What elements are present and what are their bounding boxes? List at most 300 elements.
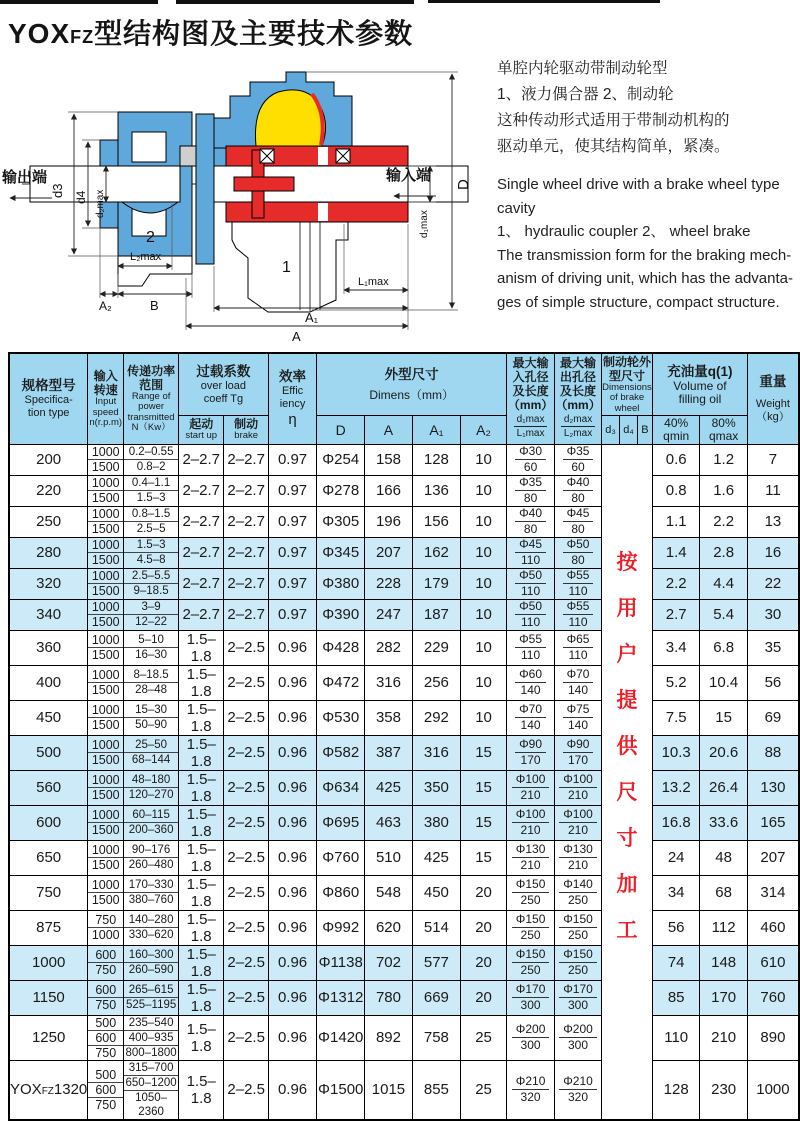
cell-start: 1.5–1.8 (178, 665, 224, 700)
table-row (9, 735, 799, 770)
cell-efficiency: 0.96 (268, 875, 316, 910)
cell-d2max: $\frac{\Phi 210}{320}$ (555, 1060, 602, 1120)
cell-efficiency: 0.96 (268, 665, 316, 700)
cell-q80: 2.2 (700, 506, 747, 537)
cell-A: 387 (365, 735, 413, 770)
cell-spec: 500 (9, 735, 88, 770)
cell-spec: 220 (9, 475, 88, 506)
cell-brake: 2–2.7 (224, 537, 268, 568)
cell-spec: 360 (9, 630, 88, 665)
cell-q80: 1.6 (700, 475, 747, 506)
desc-en-line: anism of driving unit, which has the advanta- (497, 270, 793, 287)
cell-spec: 320 (9, 568, 88, 599)
cell-A2: 25 (461, 1060, 507, 1120)
cell-q40: 3.4 (652, 630, 699, 665)
cell-efficiency: 0.96 (268, 735, 316, 770)
title-suffix: 型结构图及主要技术参数 (94, 18, 414, 49)
cell-weight: 22 (747, 568, 799, 599)
spacer-block (180, 146, 196, 166)
cell-power: 265–615 525–1195 (124, 980, 179, 1015)
cell-D: Φ1312 (317, 980, 365, 1015)
cell-A2: 15 (461, 735, 507, 770)
cell-weight: 7 (747, 444, 799, 475)
cell-A2: 20 (461, 875, 507, 910)
cell-D: Φ1500 (317, 1060, 365, 1120)
cell-q80: 148 (700, 945, 747, 980)
cell-A: 358 (365, 700, 413, 735)
page-title (8, 12, 413, 52)
cell-weight: 314 (747, 875, 799, 910)
cell-d2max: $\frac{\Phi 50}{80}$ (555, 537, 602, 568)
cell-spec: 750 (9, 875, 88, 910)
col-header-startup: 起动 start up (178, 415, 224, 444)
cell-d2max: $\frac{\Phi 150}{250}$ (555, 945, 602, 980)
cell-q40: 13.2 (652, 770, 699, 805)
cell-A1: 136 (412, 475, 460, 506)
cell-power: 0.4–1.1 1.5–3 (124, 475, 179, 506)
col-header-B: B (637, 415, 652, 444)
cell-D: Φ1420 (317, 1015, 365, 1060)
cell-q80: 10.4 (700, 665, 747, 700)
cell-d2max: $\frac{\Phi 140}{250}$ (555, 875, 602, 910)
cell-A1: 855 (412, 1060, 460, 1120)
scan-artifact (428, 0, 660, 3)
cell-q40: 2.2 (652, 568, 699, 599)
cell-D: Φ634 (317, 770, 365, 805)
cell-start: 2–2.7 (178, 599, 224, 630)
cell-q80: 4.4 (700, 568, 747, 599)
cell-d1max: $\frac{\Phi 50}{110}$ (507, 599, 555, 630)
cell-brake: 2–2.5 (224, 945, 268, 980)
table-body (9, 444, 799, 1120)
cell-d2max: $\frac{\Phi 65}{110}$ (555, 630, 602, 665)
cell-weight: 207 (747, 840, 799, 875)
cell-q40: 128 (652, 1060, 699, 1120)
cell-start: 1.5–1.8 (178, 875, 224, 910)
cell-D: Φ254 (317, 444, 365, 475)
table-row (9, 475, 799, 506)
cell-A: 702 (365, 945, 413, 980)
table-row (9, 840, 799, 875)
cell-d2max: $\frac{\Phi 150}{250}$ (555, 910, 602, 945)
col-header-q80: 80% qmax (700, 415, 747, 444)
cell-speed: 1000 1500 (88, 599, 124, 630)
desc-zh-line: 这种传动形式适用于带制动机构的 (497, 112, 730, 129)
cell-A: 207 (365, 537, 413, 568)
cell-d1max: $\frac{\Phi 50}{110}$ (507, 568, 555, 599)
cell-A: 425 (365, 770, 413, 805)
cell-D: Φ472 (317, 665, 365, 700)
cell-d1max: $\frac{\Phi 200}{300}$ (507, 1015, 555, 1060)
cell-A2: 20 (461, 910, 507, 945)
cell-A1: 256 (412, 665, 460, 700)
cell-A: 247 (365, 599, 413, 630)
cell-A1: 450 (412, 875, 460, 910)
cell-A1: 128 (412, 444, 460, 475)
machining-note: 按 用 户 提 供 尺 寸 加 工 (616, 550, 638, 942)
cell-efficiency: 0.96 (268, 770, 316, 805)
col-header-q40: 40% qmin (652, 415, 699, 444)
desc-en-line: The transmission form for the braking mech- (497, 246, 792, 264)
cell-speed: 1000 1500 (88, 805, 124, 840)
cell-q80: 6.8 (700, 630, 747, 665)
cell-A2: 20 (461, 945, 507, 980)
cell-d1max: $\frac{\Phi 150}{250}$ (507, 875, 555, 910)
cell-q40: 110 (652, 1015, 699, 1060)
cell-A: 510 (365, 840, 413, 875)
cell-q80: 26.4 (700, 770, 747, 805)
cell-A1: 758 (412, 1015, 460, 1060)
cell-d2max: $\frac{\Phi 70}{140}$ (555, 665, 602, 700)
cell-d1max: $\frac{\Phi 55}{110}$ (507, 630, 555, 665)
cell-start: 2–2.7 (178, 568, 224, 599)
cell-power: 160–300 260–590 (124, 945, 179, 980)
col-header-brakewheel: 制动轮外 型尺寸 Dimensions of brake wheel (602, 354, 652, 414)
cell-speed: 1000 1500 (88, 537, 124, 568)
cell-spec: 1250 (9, 1015, 88, 1060)
cell-A: 196 (365, 506, 413, 537)
title-subscript: FZ (70, 27, 95, 47)
cell-power: 90–176 260–480 (124, 840, 179, 875)
dim-label-d3: d3 (50, 183, 65, 198)
cell-speed: 1000 1500 (88, 735, 124, 770)
cell-D: Φ345 (317, 537, 365, 568)
cell-speed: 1000 1500 (88, 630, 124, 665)
part2-label: 2 (146, 229, 155, 246)
cell-brake: 2–2.7 (224, 599, 268, 630)
cell-q80: 68 (700, 875, 747, 910)
cell-efficiency: 0.96 (268, 1060, 316, 1120)
table-row (9, 665, 799, 700)
cell-A2: 10 (461, 475, 507, 506)
cell-d2max: $\frac{\Phi 170}{300}$ (555, 980, 602, 1015)
cell-efficiency: 0.97 (268, 568, 316, 599)
cell-A1: 577 (412, 945, 460, 980)
cell-efficiency: 0.97 (268, 475, 316, 506)
cell-brake: 2–2.5 (224, 770, 268, 805)
scan-artifact (0, 0, 158, 4)
cell-q40: 5.2 (652, 665, 699, 700)
cell-weight: 16 (747, 537, 799, 568)
cell-brake: 2–2.7 (224, 444, 268, 475)
cell-spec: 340 (9, 599, 88, 630)
description-block (497, 56, 797, 314)
cell-power: 0.2–0.55 0.8–2 (124, 444, 179, 475)
cell-A1: 514 (412, 910, 460, 945)
cell-spec: YOXFZ1320 (9, 1060, 88, 1120)
cell-power: 60–115 200–360 (124, 805, 179, 840)
cell-d1max: $\frac{\Phi 150}{250}$ (507, 945, 555, 980)
dim-label-d2max: d₂max (95, 189, 106, 218)
cell-q80: 48 (700, 840, 747, 875)
cell-q80: 112 (700, 910, 747, 945)
cell-efficiency: 0.96 (268, 910, 316, 945)
cell-speed: 500 600 750 (88, 1015, 124, 1060)
cell-d1max: $\frac{\Phi 70}{140}$ (507, 700, 555, 735)
cell-efficiency: 0.96 (268, 840, 316, 875)
cell-brake: 2–2.7 (224, 475, 268, 506)
cell-A1: 179 (412, 568, 460, 599)
cell-q80: 20.6 (700, 735, 747, 770)
table-row (9, 875, 799, 910)
cell-D: Φ860 (317, 875, 365, 910)
cell-q40: 1.4 (652, 537, 699, 568)
desc-zh-line: 驱动单元，使其结构简单，紧凑。 (497, 138, 730, 155)
desc-en-line: ges of simple structure, compact structure. (497, 293, 780, 311)
cell-A2: 15 (461, 805, 507, 840)
table-row (9, 700, 799, 735)
cell-speed: 600 750 (88, 980, 124, 1015)
cell-d2max: $\frac{\Phi 200}{300}$ (555, 1015, 602, 1060)
cell-spec: 560 (9, 770, 88, 805)
cell-d1max: $\frac{\Phi 40}{80}$ (507, 506, 555, 537)
cell-spec: 200 (9, 444, 88, 475)
cell-brake: 2–2.5 (224, 665, 268, 700)
cell-power: 235–540 400–935 800–1800 (125, 1016, 177, 1059)
dim-label-A2: A₂ (99, 299, 112, 313)
cell-d1max: $\frac{\Phi 100}{210}$ (507, 805, 555, 840)
cell-efficiency: 0.96 (268, 980, 316, 1015)
dim-label-A: A (292, 329, 301, 344)
cell-start: 2–2.7 (178, 506, 224, 537)
cell-q40: 74 (652, 945, 699, 980)
cell-A: 780 (365, 980, 413, 1015)
cell-A2: 15 (461, 770, 507, 805)
col-header-A: A (365, 415, 413, 444)
cell-speed: 1000 1500 (88, 700, 124, 735)
cell-start: 1.5–1.8 (178, 840, 224, 875)
cell-A2: 25 (461, 1015, 507, 1060)
cell-weight: 11 (747, 475, 799, 506)
cell-efficiency: 0.96 (268, 630, 316, 665)
cell-A1: 156 (412, 506, 460, 537)
cell-efficiency: 0.97 (268, 506, 316, 537)
table-row (9, 537, 799, 568)
cell-A: 548 (365, 875, 413, 910)
cell-weight: 610 (747, 945, 799, 980)
scan-artifact (176, 0, 414, 4)
cell-d1max: $\frac{\Phi 130}{210}$ (507, 840, 555, 875)
desc-zh-line: 单腔内轮驱动带制动轮型 (497, 60, 668, 77)
cell-d1max: $\frac{\Phi 35}{80}$ (507, 475, 555, 506)
col-header-speed: 输入 转速 Input speed n(r.p.m) (88, 353, 124, 444)
cell-speed: 1000 1500 (88, 444, 124, 475)
cell-power: 0.8–1.5 2.5–5 (124, 506, 179, 537)
cell-start: 1.5–1.8 (178, 980, 224, 1015)
col-header-overload: 过载系数 over load coeff Tg (178, 353, 268, 415)
cell-efficiency: 0.96 (268, 945, 316, 980)
cell-power: 315–700 650–1200 1050–2360 (125, 1061, 177, 1118)
dim-label-L1max: L₁max (358, 276, 389, 288)
cell-start: 1.5–1.8 (178, 770, 224, 805)
cell-speed: 500 600 750 (88, 1060, 124, 1120)
cell-A2: 10 (461, 599, 507, 630)
cell-d2max: $\frac{\Phi 45}{80}$ (555, 506, 602, 537)
cell-q80: 210 (700, 1015, 747, 1060)
machining-note-cell (602, 444, 653, 1120)
cell-weight: 890 (747, 1015, 799, 1060)
cell-weight: 69 (747, 700, 799, 735)
cell-A: 228 (365, 568, 413, 599)
cell-efficiency: 0.97 (268, 599, 316, 630)
cell-speed: 1000 1500 (88, 665, 124, 700)
table-row (9, 506, 799, 537)
col-header-volume: 充油量q(1) Volume of filling oil (652, 353, 747, 415)
cell-q80: 1.2 (700, 444, 747, 475)
table-row (9, 910, 799, 945)
cell-q80: 33.6 (700, 805, 747, 840)
cell-A2: 10 (461, 665, 507, 700)
cell-efficiency: 0.96 (268, 1015, 316, 1060)
dim-label-D: D (455, 179, 472, 190)
cell-power: 140–280 330–620 (124, 910, 179, 945)
table-row (9, 568, 799, 599)
col-header-spec: 规格型号 Specifica- tion type (9, 353, 88, 444)
cell-D: Φ380 (317, 568, 365, 599)
col-header-d4: d₄ (620, 415, 638, 444)
cell-A1: 292 (412, 700, 460, 735)
connecting-plate (196, 114, 214, 264)
table-row (9, 444, 799, 475)
cell-brake: 2–2.5 (224, 735, 268, 770)
cell-D: Φ582 (317, 735, 365, 770)
cell-d1max: $\frac{\Phi 210}{320}$ (507, 1060, 555, 1120)
table-row (9, 1015, 799, 1060)
desc-zh-line: 1、液力偶合器 2、制动轮 (497, 86, 674, 103)
col-header-efficiency: 效率 Effic iency η (268, 353, 316, 444)
table-row (9, 630, 799, 665)
cell-start: 1.5–1.8 (178, 910, 224, 945)
cell-q40: 16.8 (652, 805, 699, 840)
spec-table (8, 352, 800, 1121)
cell-weight: 35 (747, 630, 799, 665)
cell-D: Φ278 (317, 475, 365, 506)
cell-A2: 10 (461, 506, 507, 537)
cell-d1max: $\frac{\Phi 90}{170}$ (507, 735, 555, 770)
cell-A: 463 (365, 805, 413, 840)
cell-q40: 7.5 (652, 700, 699, 735)
cell-start: 2–2.7 (178, 475, 224, 506)
cell-efficiency: 0.96 (268, 805, 316, 840)
cell-A1: 162 (412, 537, 460, 568)
cell-d2max: $\frac{\Phi 75}{140}$ (555, 700, 602, 735)
cell-start: 1.5–1.8 (178, 630, 224, 665)
table-row (9, 1060, 799, 1120)
table-row (9, 805, 799, 840)
cell-weight: 130 (747, 770, 799, 805)
cell-power: 5–10 16–30 (124, 630, 179, 665)
cell-A2: 10 (461, 444, 507, 475)
title-prefix: YOX (8, 18, 71, 49)
cell-start: 1.5–1.8 (178, 945, 224, 980)
input-end-label: 输入端 (386, 167, 432, 184)
cell-A1: 229 (412, 630, 460, 665)
cell-A: 166 (365, 475, 413, 506)
cell-speed: 1000 1500 (88, 506, 124, 537)
cell-A: 158 (365, 444, 413, 475)
cell-speed: 1000 1500 (88, 840, 124, 875)
cell-power: 25–50 68–144 (124, 735, 179, 770)
cell-brake: 2–2.5 (224, 980, 268, 1015)
cell-A1: 187 (412, 599, 460, 630)
cell-q40: 34 (652, 875, 699, 910)
cell-d1max: $\frac{\Phi 170}{300}$ (507, 980, 555, 1015)
desc-en-line: cavity (497, 199, 536, 217)
cell-q40: 10.3 (652, 735, 699, 770)
col-header-D: D (317, 415, 365, 444)
desc-en-line: Single wheel drive with a brake wheel type (497, 176, 780, 193)
cell-brake: 2–2.7 (224, 568, 268, 599)
col-header-d1max: 最大输 入孔径 及长度 （mm） $\frac{\text{d₁max}}{\text{L₁max}}$ (507, 353, 555, 444)
cell-d1max: $\frac{\Phi 45}{110}$ (507, 537, 555, 568)
col-header-d3: d₃ (602, 415, 620, 444)
cell-weight: 1000 (747, 1060, 799, 1120)
cell-q40: 0.8 (652, 475, 699, 506)
table-row (9, 945, 799, 980)
dim-label-d4: d4 (74, 190, 88, 204)
cell-A2: 15 (461, 840, 507, 875)
cell-start: 1.5–1.8 (178, 700, 224, 735)
desc-en-line: 1、 hydraulic coupler 2、 wheel brake (497, 223, 751, 240)
cell-weight: 56 (747, 665, 799, 700)
cell-A2: 20 (461, 980, 507, 1015)
cell-q40: 2.7 (652, 599, 699, 630)
cell-q80: 5.4 (700, 599, 747, 630)
dim-label-A1: A₁ (305, 310, 319, 325)
cell-speed: 1000 1500 (88, 770, 124, 805)
cell-speed: 1000 1500 (88, 875, 124, 910)
cell-A2: 10 (461, 537, 507, 568)
cell-brake: 2–2.5 (224, 805, 268, 840)
cell-q80: 2.8 (700, 537, 747, 568)
cell-q40: 0.6 (652, 444, 699, 475)
col-header-dimensions: 外型尺寸 Dimens（mm） (317, 353, 507, 415)
cell-brake: 2–2.7 (224, 506, 268, 537)
cell-brake: 2–2.5 (224, 1015, 268, 1060)
cell-start: 1.5–1.8 (178, 1060, 224, 1120)
cell-A: 1015 (365, 1060, 413, 1120)
cell-brake: 2–2.5 (224, 875, 268, 910)
cell-A1: 425 (412, 840, 460, 875)
cell-q80: 170 (700, 980, 747, 1015)
cell-A2: 10 (461, 700, 507, 735)
cell-weight: 13 (747, 506, 799, 537)
cell-speed: 1000 1500 (88, 568, 124, 599)
cell-efficiency: 0.97 (268, 537, 316, 568)
cell-D: Φ695 (317, 805, 365, 840)
col-header-A2: A₂ (461, 415, 507, 444)
table-row (9, 770, 799, 805)
cell-power: 2.5–5.5 9–18.5 (124, 568, 179, 599)
cell-A: 620 (365, 910, 413, 945)
cell-brake: 2–2.5 (224, 1060, 268, 1120)
part1-label: 1 (282, 259, 291, 276)
cell-A1: 380 (412, 805, 460, 840)
cell-speed: 1000 1500 (88, 475, 124, 506)
cell-q40: 24 (652, 840, 699, 875)
cell-spec: 875 (9, 910, 88, 945)
cell-d2max: $\frac{\Phi 40}{80}$ (555, 475, 602, 506)
cell-start: 1.5–1.8 (178, 805, 224, 840)
cell-brake: 2–2.5 (224, 630, 268, 665)
cell-A2: 10 (461, 568, 507, 599)
col-header-d2max: 最大输 出孔径 及长度 （mm） $\frac{\text{d₂max}}{\text{L₂max}}$ (555, 353, 602, 444)
cell-spec: 450 (9, 700, 88, 735)
cell-power: 15–30 50–90 (124, 700, 179, 735)
dim-label-d1max: d₁max (419, 210, 430, 238)
cell-d2max: $\frac{\Phi 55}{110}$ (555, 568, 602, 599)
cell-D: Φ305 (317, 506, 365, 537)
